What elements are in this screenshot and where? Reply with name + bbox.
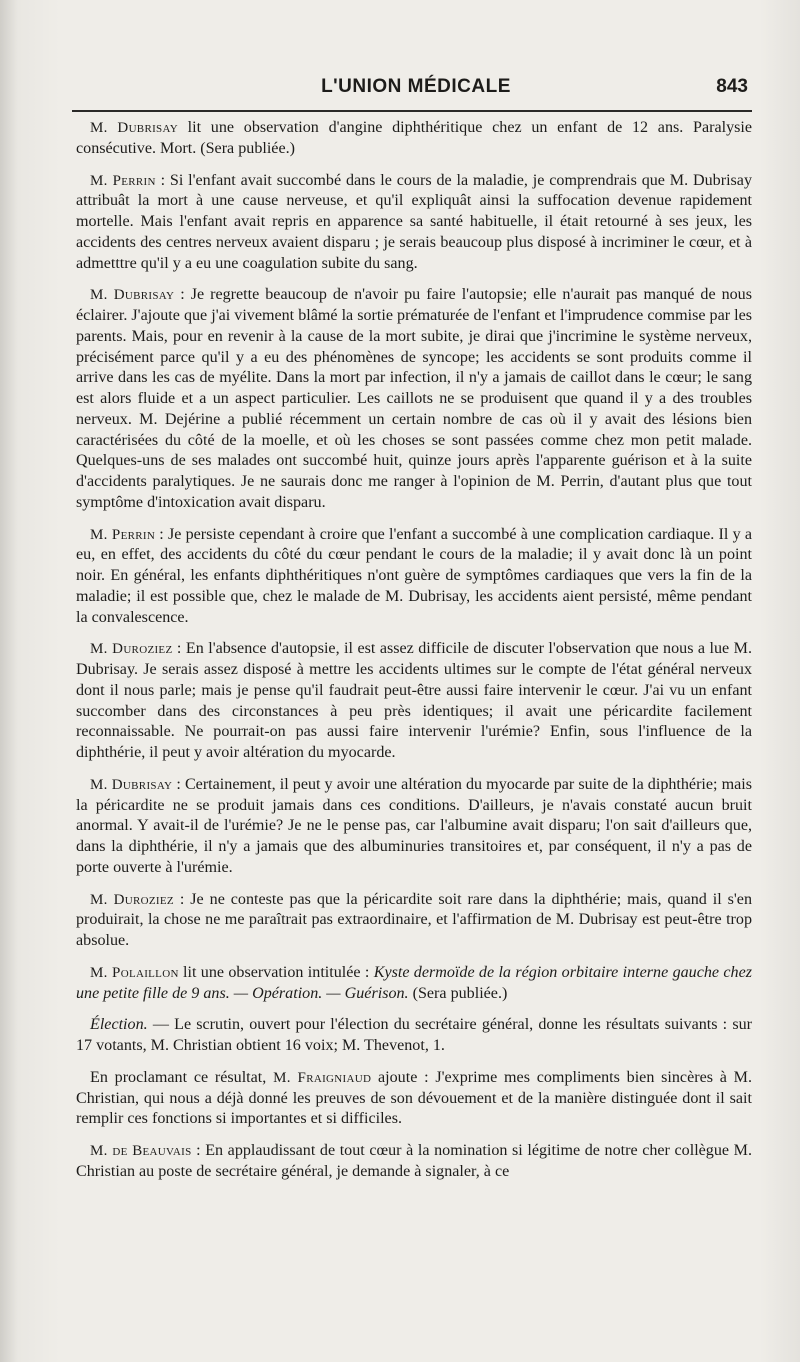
section-lead: Élection.: [90, 1016, 148, 1034]
speaker-name: M. Duroziez: [90, 641, 173, 658]
paragraph-text: : En applaudissant de tout cœur à la nomination si légitime de notre cher collègue M. Christian au poste de secrétaire général, je demande à signaler, à ce: [76, 1142, 752, 1180]
paragraph-text: lit une observation intitulée :: [178, 963, 374, 981]
header-rule: [72, 110, 752, 112]
speaker-name: M. Dubrisay: [90, 776, 173, 793]
paragraph-11: [76, 1141, 752, 1183]
speaker-name: M. Polaillon: [90, 964, 179, 981]
paragraph-text: : En l'absence d'autopsie, il est assez difficile de discuter l'observation que nous a lue M. Dubrisay. Je serais assez disposé à mettre les accidents ultimes sur le compte de l'état général nerveux dont il nous parle; mais je pense qu'il faudrait peut-être aussi faire intervenir le cœur. J'ai vu un enfant succomber dans des circonstances à peu près identiques; il avait une péricardite facilement reconnaissable. Ne pourrait-on pas aussi faire intervenir l'urémie? Enfin, sous l'influence de la diphthérie, il peut y avoir altération du myocarde.: [76, 640, 753, 761]
paragraph-10: [76, 1068, 752, 1130]
paragraph-text: : Certainement, il peut y avoir une altération du myocarde par suite de la diphthérie; mais la péricardite ne se produit jamais dans ces conditions. D'ailleurs, je n'avais constaté aucun bruit anormal. Y avait-il de l'urémie? Je ne le pense pas, car l'albumine avait disparu; l'on sait d'ailleurs que, dans la diphthérie, il n'y a jamais que des albuminuries transitoires et, par conséquent, il n'y a pas de porte ouverte à l'urémie.: [76, 775, 752, 876]
paragraph-5: [76, 639, 752, 764]
paragraph-text: : Si l'enfant avait succombé dans le cours de la maladie, je comprendrais que M. Dubrisay attribuât la mort à une cause nerveuse, et qu'il expliquât ainsi la suffocation devenue rapidement mortelle. Mais l'enfant avait repris en apparence sa santé habituelle, il était retourné à ses jeux, les accidents des centres nerveux avaient disparu ; je serais beaucoup plus disposé à incriminer le cœur, et à admetttre qu'il y a eu une coagulation subite du sang.: [76, 171, 752, 272]
paragraph-1: [76, 118, 752, 160]
running-header: [80, 76, 752, 106]
paragraph-3: [76, 285, 752, 513]
observation-title: Kyste dermoïde de la région orbitaire interne gauche chez une petite fille de 9 ans. — Opération. — Guérison.: [76, 963, 752, 1002]
paragraph-4: [76, 525, 752, 629]
body-text: [76, 118, 752, 1194]
speaker-name: M. Dubrisay: [90, 287, 175, 304]
paragraph-text: ajoute : J'exprime mes compliments bien sincères à M. Christian, qui nous a déjà donné les preuves de son dévouement et de la manière distinguée dont il sait remplir ces fonctions si importantes et si difficiles.: [76, 1068, 753, 1128]
paragraph-text: : Je ne conteste pas que la péricardite soit rare dans la diphthérie; mais, quand il s'en produirait, la chose ne me paraîtrait pas extraordinaire, et l'affirmation de M. Dubrisay est peut-être trop absolue.: [76, 890, 753, 949]
paragraph-2: [76, 171, 752, 275]
speaker-name: M. de Beauvais: [90, 1143, 192, 1159]
journal-title: L'UNION MÉDICALE: [321, 76, 511, 97]
paragraph-8: [76, 963, 752, 1005]
speaker-name: M. Dubrisay: [90, 120, 178, 136]
paragraph-text: : Je regrette beaucoup de n'avoir pu faire l'autopsie; elle n'aurait pas manqué de nous éclairer. J'ajoute que j'ai vivement blâmé la sortie prématurée de l'enfant et l'imprudence commise par les parents. Mais, pour en revenir à la cause de la mort subite, je dirai que j'incrimine le système nerveux, précisément parce qu'il y a eu des phénomènes de syncope; les accidents se sont produits comme il arrive dans les cas de myélite. Dans la mort par infection, il n'y a jamais de caillot dans le cœur; le sang est alors fluide et a un aspect particulier. Les caillots ne se produisent que quand il y a des troubles nerveux. M. Dejérine a publié récemment un certain nombre de cas où il y avait des lésions bien caractérisées du côté de la moelle, et où les choses se sont passées comme chez mon petit malade. Quelques-uns de ses malades ont succombé huit, quinze jours après l'apparente guérison et à la suite d'accidents paralytiques. Je ne saurais donc me ranger à l'opinion de M. Perrin, d'autant plus que tout symptôme d'intoxication avait disparu.: [76, 286, 752, 511]
paragraph-9: [76, 1015, 752, 1057]
speaker-name: M. Perrin: [90, 526, 156, 543]
paragraph-text: — Le scrutin, ouvert pour l'élection du secrétaire général, donne les résultats suivants : sur 17 votants, M. Christian obtient 16 voix; M. Thevenot, 1.: [76, 1016, 752, 1054]
paragraph-7: [76, 890, 752, 952]
paragraph-text: : Je persiste cependant à croire que l'enfant a succombé à une complication cardiaque. Il y a eu, en effet, des accidents du côté du cœur pendant le cours de la maladie; il y avait donc là un point noir. En général, les enfants diphthéritiques n'ont guère de symptômes cardiaques que vers la fin de la maladie; il est possible que, chez le malade de M. Dubrisay, les accidents aient persisté, même pendant la convalescence.: [76, 525, 752, 626]
speaker-name: M. Perrin: [90, 172, 156, 189]
paragraph-text-before: En proclamant ce résultat,: [90, 1068, 274, 1086]
speaker-name: M. Duroziez: [90, 891, 174, 908]
page-number: 843: [716, 76, 748, 97]
speaker-name: M. Fraigniaud: [273, 1069, 372, 1086]
paragraph-text-after: (Sera publiée.): [408, 984, 508, 1002]
paragraph-text: lit une observation d'angine diphthéritique chez un enfant de 12 ans. Paralysie consécutive. Mort. (Sera publiée.): [76, 119, 752, 157]
paragraph-6: [76, 775, 752, 879]
